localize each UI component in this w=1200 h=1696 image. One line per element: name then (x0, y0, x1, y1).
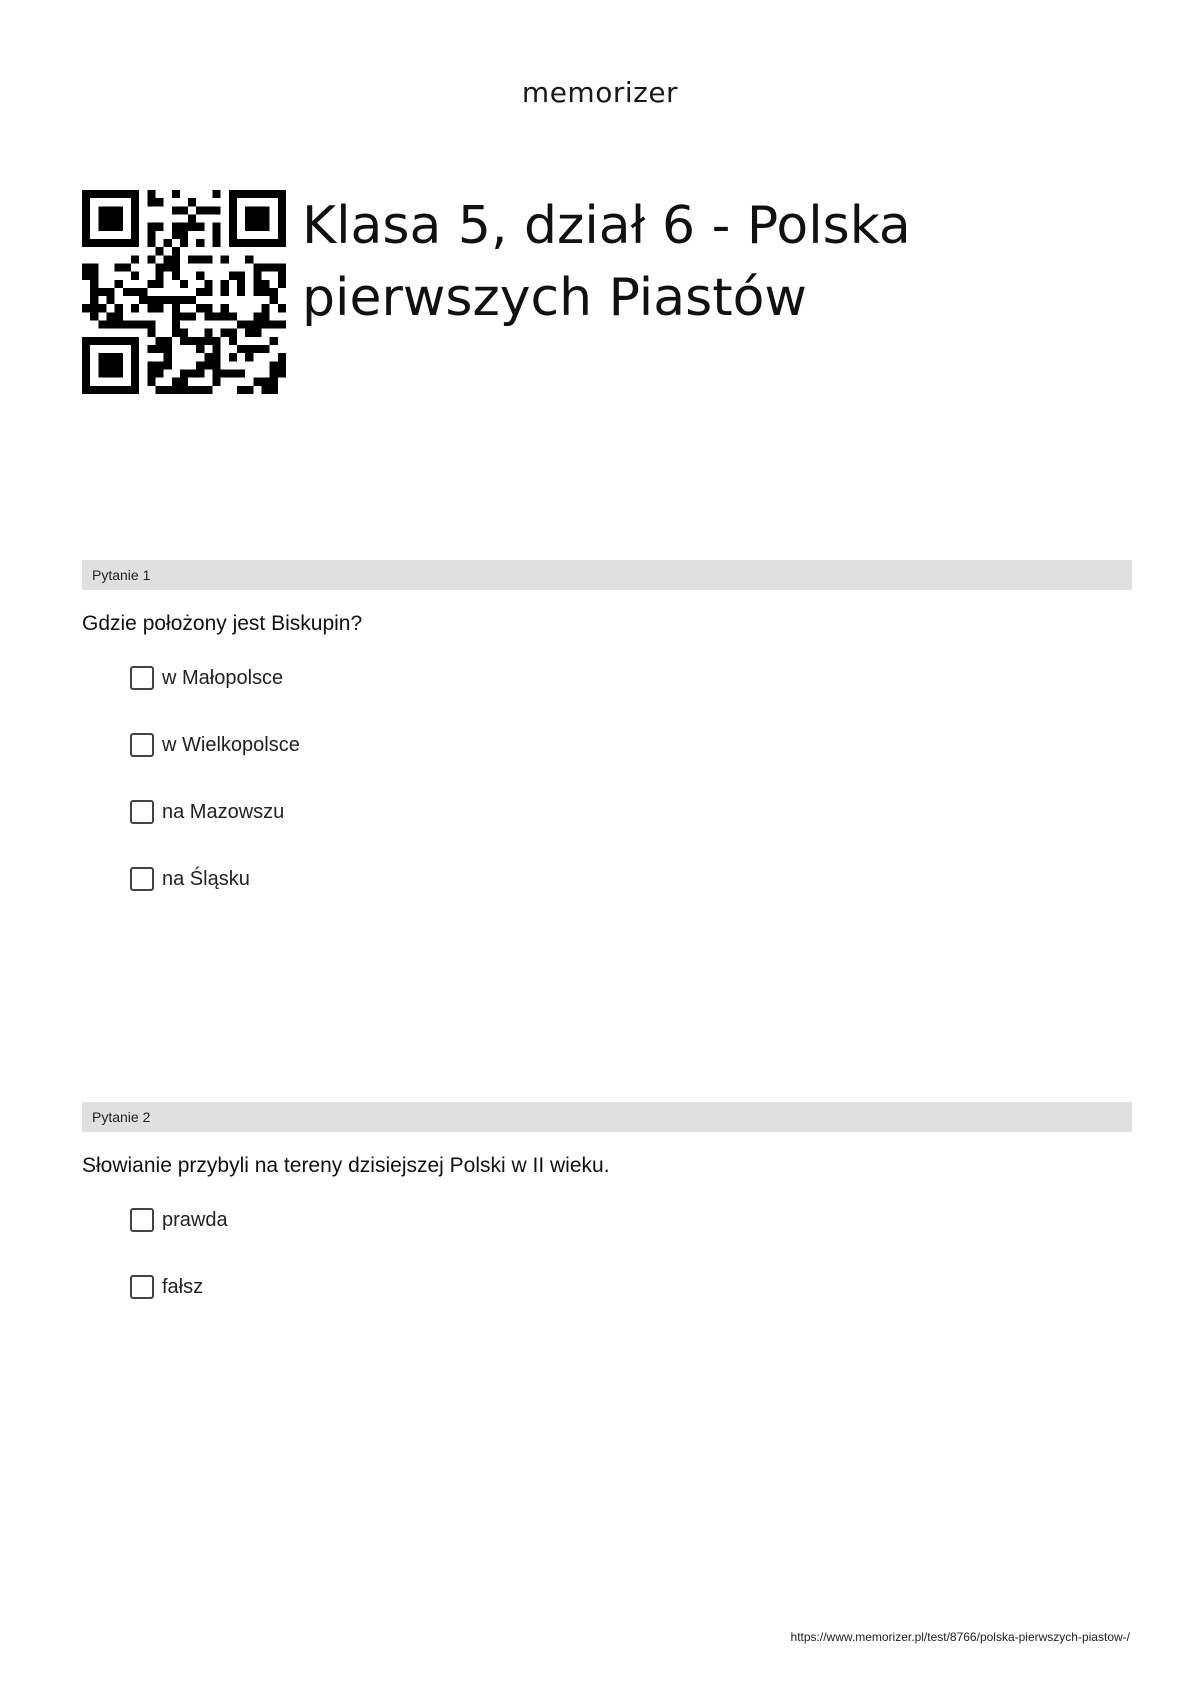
checkbox-icon[interactable] (130, 1208, 154, 1232)
answer-list (82, 664, 1132, 893)
answer-label: prawda (162, 1208, 228, 1231)
question-text: Gdzie położony jest Biskupin? (82, 612, 363, 635)
checkbox-icon[interactable] (130, 800, 154, 824)
checkbox-icon[interactable] (130, 1275, 154, 1299)
question-number-bar: Pytanie 2 (82, 1102, 1132, 1132)
answer-label: na Mazowszu (162, 800, 285, 823)
answer-label: na Śląsku (162, 867, 250, 890)
question-text: Słowianie przybyli na tereny dzisiejszej Polski w II wieku. (82, 1154, 610, 1177)
answer-option[interactable] (130, 1273, 1132, 1301)
checkbox-icon[interactable] (130, 867, 154, 891)
answer-list (82, 1206, 1132, 1301)
question-1 (82, 560, 1132, 932)
answer-option[interactable] (130, 731, 1132, 759)
answer-option[interactable] (130, 865, 1132, 893)
answer-label: w Małopolsce (162, 666, 284, 689)
answer-option[interactable] (130, 664, 1132, 692)
qr-code-icon (82, 190, 286, 394)
answer-label: fałsz (162, 1275, 204, 1298)
page-title: Klasa 5, dział 6 - Polska pierwszych Piastów (302, 196, 911, 328)
logo-text: memorizer (521, 76, 679, 109)
question-2 (82, 1102, 1132, 1340)
checkbox-icon[interactable] (130, 733, 154, 757)
footer-url[interactable]: https://www.memorizer.pl/test/8766/polska-pierwszych-piastow-/ (790, 1630, 1130, 1644)
checkbox-icon[interactable] (130, 666, 154, 690)
answer-option[interactable] (130, 1206, 1132, 1234)
answer-option[interactable] (130, 798, 1132, 826)
answer-label: w Wielkopolsce (162, 733, 300, 756)
question-number-bar: Pytanie 1 (82, 560, 1132, 590)
memorizer-logo (0, 76, 1200, 109)
header (82, 190, 1132, 400)
